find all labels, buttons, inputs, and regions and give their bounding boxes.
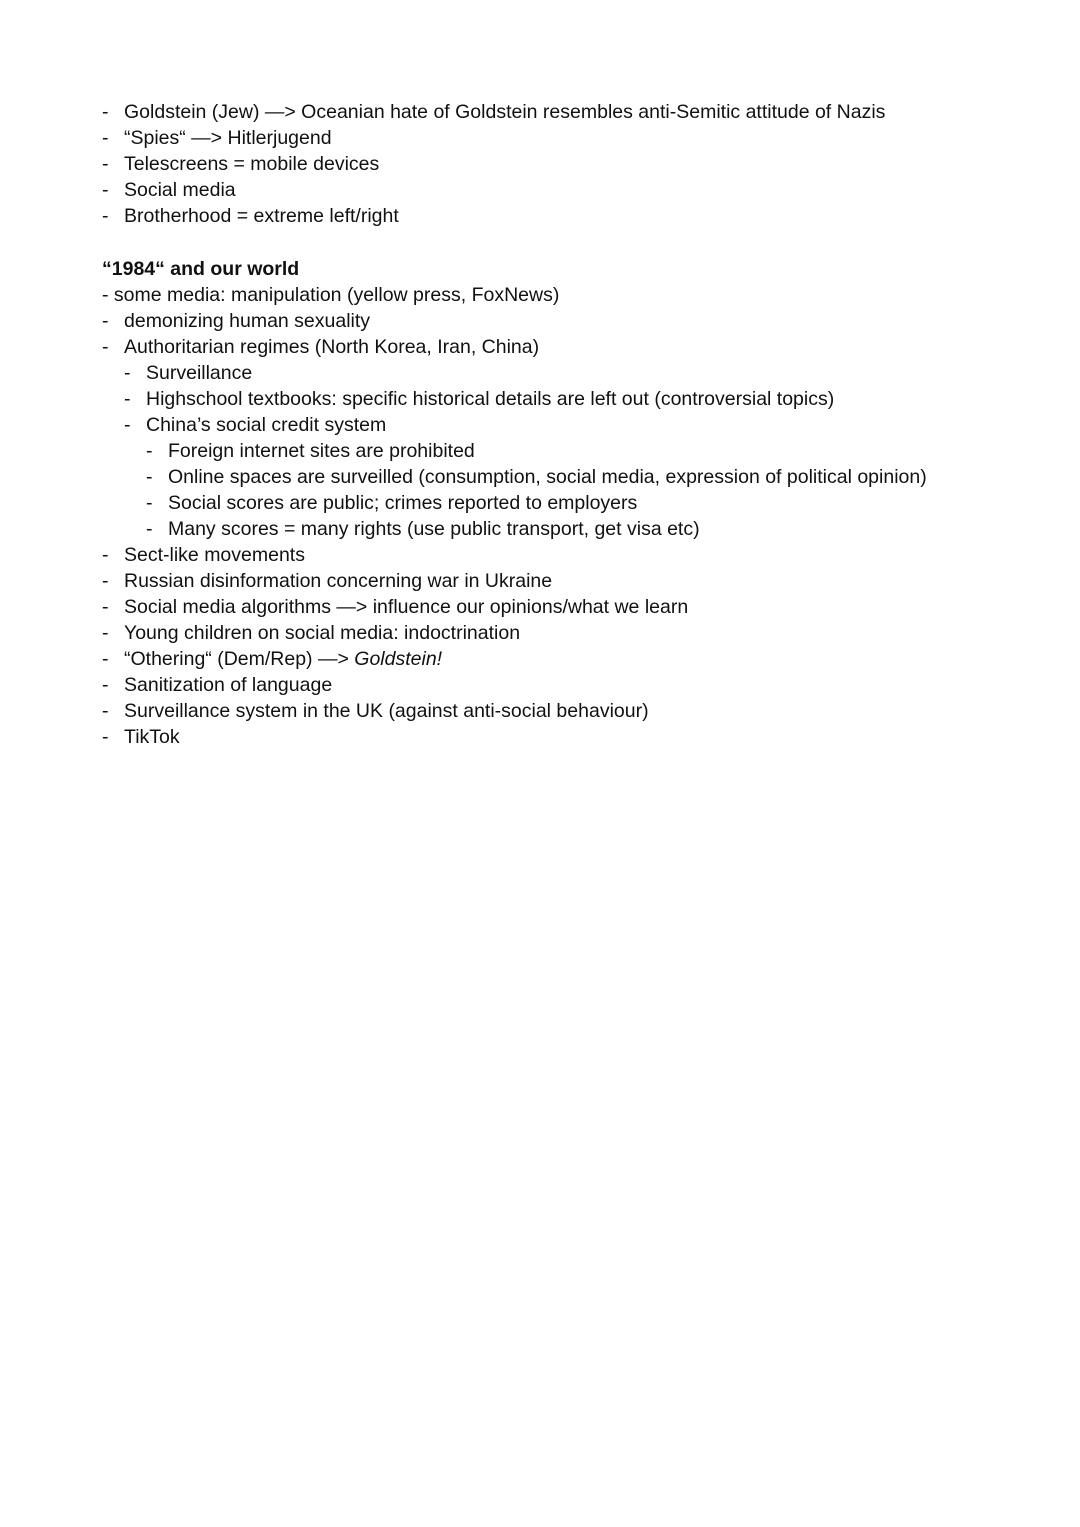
bullet-dash: - xyxy=(102,596,109,618)
bullet-dash: - xyxy=(102,544,109,566)
list-item xyxy=(102,334,1002,360)
bullet-dash: - xyxy=(102,127,109,149)
list-item-text: Surveillance system in the UK (against anti-social behaviour) xyxy=(124,700,649,722)
list-item xyxy=(102,568,1002,594)
sub-sub-list-item xyxy=(102,438,1002,464)
bullet-dash: - xyxy=(146,440,153,462)
othering-italic-text: Goldstein! xyxy=(354,648,443,670)
othering-text: “Othering“ (Dem/Rep) —> xyxy=(124,648,355,670)
list-item xyxy=(102,594,1002,620)
list-item-text: Many scores = many rights (use public transport, get visa etc) xyxy=(168,518,700,540)
list-item-text: Authoritarian regimes (North Korea, Iran, China) xyxy=(124,336,540,358)
list-item xyxy=(102,620,1002,646)
list-item-text: Highschool textbooks: specific historical details are left out (controversial topics) xyxy=(146,388,835,410)
list-item xyxy=(102,724,1002,750)
bullet-dash: - xyxy=(146,492,153,514)
list-item-text: Young children on social media: indoctrination xyxy=(124,622,521,644)
notes-content xyxy=(102,99,1002,750)
list-item-text: Russian disinformation concerning war in Ukraine xyxy=(124,570,553,592)
bullet-dash: - xyxy=(146,518,153,540)
sub-list-item xyxy=(102,412,1002,438)
list-item xyxy=(102,125,1002,151)
list-item xyxy=(102,308,1002,334)
sub-list-item xyxy=(102,360,1002,386)
sub-sub-list-item xyxy=(102,516,1002,542)
list-item-text: “Spies“ —> Hitlerjugend xyxy=(124,127,332,149)
list-item-text: Social scores are public; crimes reported to employers xyxy=(168,492,638,514)
list-item-text: Goldstein (Jew) —> Oceanian hate of Goldstein resembles anti-Semitic attitude of Nazis xyxy=(124,101,886,123)
bullet-dash: - xyxy=(102,674,109,696)
list-item xyxy=(102,99,1002,125)
bullet-dash: - xyxy=(102,205,109,227)
list-item-text: Social media xyxy=(124,179,236,201)
list-item xyxy=(102,542,1002,568)
bullet-dash: - xyxy=(102,570,109,592)
bullet-dash: - xyxy=(102,101,109,123)
list-item xyxy=(102,203,1002,229)
list-item-text: demonizing human sexuality xyxy=(124,310,371,332)
list-item xyxy=(102,151,1002,177)
bullet-dash: - xyxy=(102,336,109,358)
bullet-dash: - xyxy=(124,414,131,436)
list-item-text: Online spaces are surveilled (consumption, social media, expression of political opinion) xyxy=(168,466,927,488)
list-item xyxy=(102,698,1002,724)
list-item xyxy=(102,672,1002,698)
bullet-dash: - xyxy=(102,179,109,201)
list-item-othering xyxy=(102,646,1002,672)
sub-sub-list-item xyxy=(102,490,1002,516)
bullet-dash: - xyxy=(102,648,109,670)
sub-sub-list-item xyxy=(102,464,1002,490)
list-item xyxy=(102,177,1002,203)
list-item-text: Surveillance xyxy=(146,362,253,384)
intro-line: - some media: manipulation (yellow press, FoxNews) xyxy=(102,284,560,306)
list-item-text: Sect-like movements xyxy=(124,544,305,566)
bullet-dash: - xyxy=(102,153,109,175)
bullet-dash: - xyxy=(102,622,109,644)
list-item-text: China’s social credit system xyxy=(146,414,387,436)
section-heading: “1984“ and our world xyxy=(102,258,300,280)
bullet-dash: - xyxy=(102,700,109,722)
bullet-dash: - xyxy=(102,726,109,748)
bullet-dash: - xyxy=(102,310,109,332)
list-item-text: TikTok xyxy=(124,726,180,748)
bullet-dash: - xyxy=(146,466,153,488)
sub-list-item xyxy=(102,386,1002,412)
list-item-text: Telescreens = mobile devices xyxy=(124,153,380,175)
list-item-text: Foreign internet sites are prohibited xyxy=(168,440,475,462)
bullet-dash: - xyxy=(124,388,131,410)
list-item-text: Sanitization of language xyxy=(124,674,333,696)
list-item-text: Social media algorithms —> influence our opinions/what we learn xyxy=(124,596,689,618)
bullet-dash: - xyxy=(124,362,131,384)
list-item-text: Brotherhood = extreme left/right xyxy=(124,205,399,227)
